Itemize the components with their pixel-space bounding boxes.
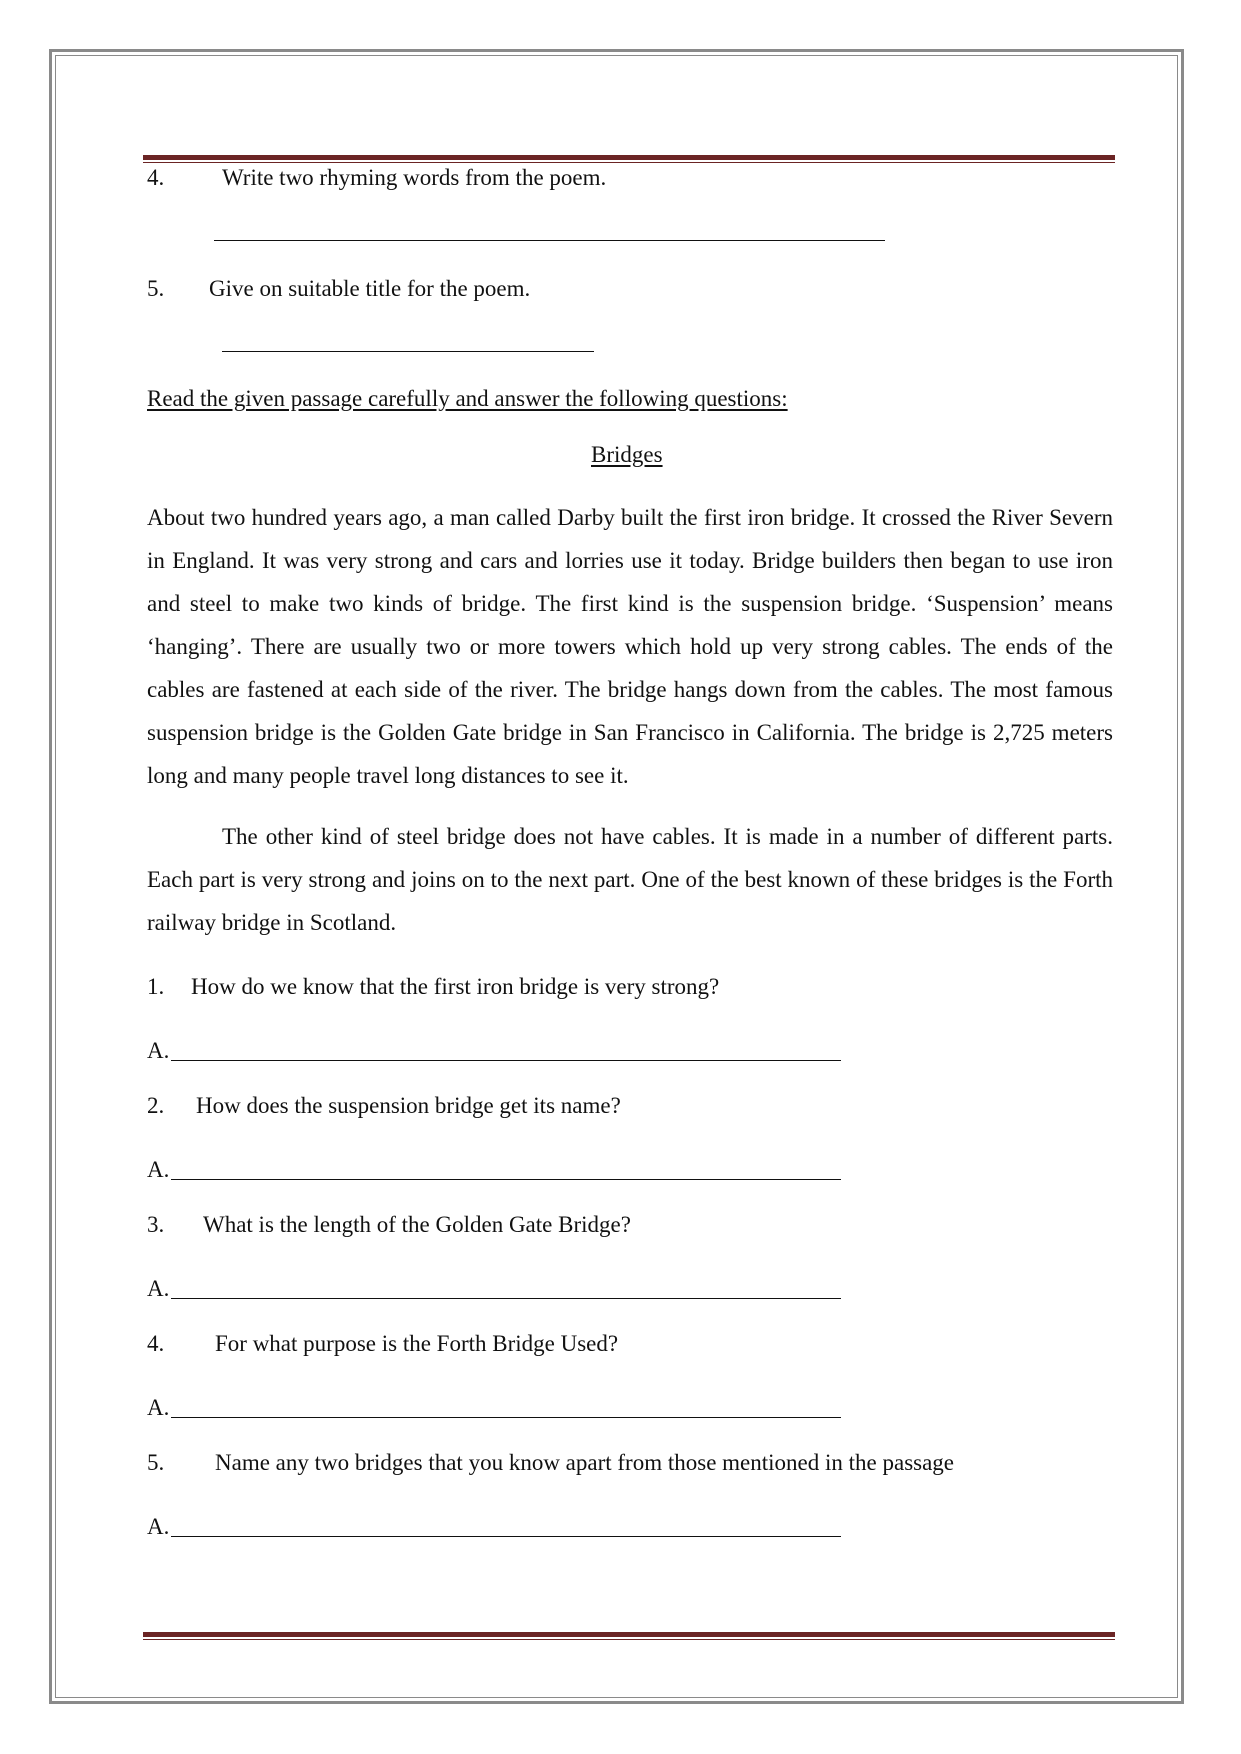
answer-4-label: A.: [147, 1395, 170, 1420]
question-1-text: How do we know that the first iron bridge is very strong?: [191, 974, 720, 999]
passage-title: Bridges: [591, 442, 663, 467]
answer-2-line[interactable]: [171, 1179, 841, 1180]
answer-1-line[interactable]: [171, 1060, 841, 1061]
question-2-text: How does the suspension bridge get its name?: [196, 1093, 621, 1118]
answer-5-line[interactable]: [171, 1536, 841, 1537]
answer-3-label: A.: [147, 1276, 170, 1301]
poem-q5-number: 5.: [147, 276, 165, 301]
header-rule: [143, 155, 1115, 163]
passage-instruction: Read the given passage carefully and answer the following questions:: [147, 386, 788, 411]
poem-q4-text: Write two rhyming words from the poem.: [222, 165, 607, 190]
answer-5-label: A.: [147, 1514, 170, 1539]
poem-q4-answer-line[interactable]: [214, 240, 885, 241]
answer-2-label: A.: [147, 1157, 170, 1182]
question-4-text: For what purpose is the Forth Bridge Used?: [215, 1331, 619, 1356]
question-2-number: 2.: [147, 1093, 165, 1118]
question-5-text: Name any two bridges that you know apart from those mentioned in the passage: [215, 1450, 955, 1475]
question-3-text: What is the length of the Golden Gate Bridge?: [203, 1212, 631, 1237]
question-5-number: 5.: [147, 1450, 165, 1475]
question-4-number: 4.: [147, 1331, 165, 1356]
passage-paragraph-2: The other kind of steel bridge does not have cables. It is made in a number of different parts. Each part is very strong and joins on to the next part. One of the best known of these bridges is the Forth railway bridge in Scotland.: [147, 824, 1113, 935]
answer-3-line[interactable]: [171, 1298, 841, 1299]
passage-paragraph-1: About two hundred years ago, a man called Darby built the first iron bridge. It crossed the River Severn in England. It was very strong and cars and lorries use it today. Bridge builders then began to use iron and steel to make two kinds of bridge. The first kind is the suspension bridge. ‘Suspension’ means ‘hanging’. There are usually two or more towers which hold up very strong cables. The ends of the cables are fastened at each side of the river. The bridge hangs down from the cables. The most famous suspension bridge is the Golden Gate bridge in San Francisco in California. The bridge is 2,725 meters long and many people travel long distances to see it.: [147, 505, 1113, 788]
answer-4-line[interactable]: [171, 1417, 841, 1418]
question-3-number: 3.: [147, 1212, 165, 1237]
poem-q5-text: Give on suitable title for the poem.: [209, 276, 531, 301]
poem-q5-answer-line[interactable]: [222, 351, 594, 352]
poem-q4-number: 4.: [147, 165, 165, 190]
question-1-number: 1.: [147, 974, 165, 999]
answer-1-label: A.: [147, 1038, 170, 1063]
footer-rule: [143, 1632, 1115, 1640]
